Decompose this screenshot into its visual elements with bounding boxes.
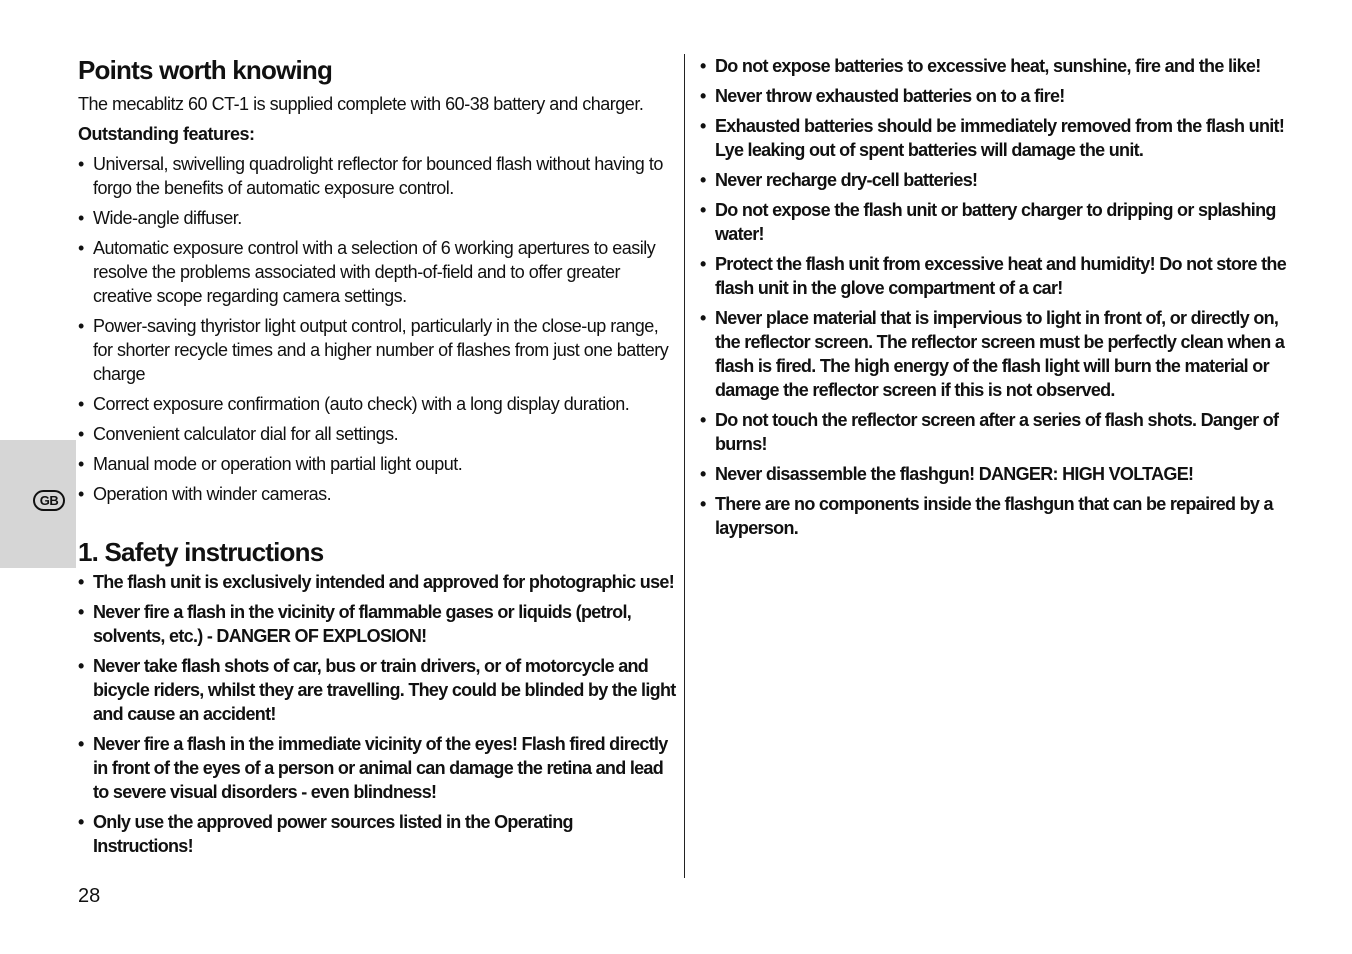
list-item: • Manual mode or operation with partial light ouput. xyxy=(78,452,676,476)
list-item: • Automatic exposure control with a selection of 6 working apertures to easily resolve the problems associated with depth-of-field and to offer greater creative scope regarding camera settings. xyxy=(78,236,676,308)
list-item: • Wide-angle diffuser. xyxy=(78,206,676,230)
points-heading: Points worth knowing xyxy=(78,55,333,85)
list-item: • Do not expose batteries to excessive heat, sunshine, fire and the like! xyxy=(700,54,1300,78)
left-column xyxy=(78,52,676,864)
safety-list-left xyxy=(78,570,676,858)
list-item: • Never place material that is impervious to light in front of, or directly on, the reflector screen. The reflector screen must be perfectly clean when a flash is fired. The high energy of the flash light will burn the material or damage the reflector screen if this is not observed. xyxy=(700,306,1300,402)
features-list xyxy=(78,152,676,506)
list-item: • Universal, swivelling quadrolight reflector for bounced flash without having to forgo the benefits of automatic exposure control. xyxy=(78,152,676,200)
safety-heading: 1. Safety instructions xyxy=(78,537,324,567)
column-divider xyxy=(684,54,685,878)
page-number: 28 xyxy=(78,885,101,907)
list-item: • Never disassemble the flashgun! DANGER: HIGH VOLTAGE! xyxy=(700,462,1300,486)
list-item: • Never throw exhausted batteries on to a fire! xyxy=(700,84,1300,108)
safety-list-right xyxy=(700,54,1300,540)
list-item: • Never take flash shots of car, bus or train drivers, or of motorcycle and bicycle riders, whilst they are travelling. They could be blinded by the light and cause an accident! xyxy=(78,654,676,726)
list-item: • Operation with winder cameras. xyxy=(78,482,676,506)
list-item: • Correct exposure confirmation (auto check) with a long display duration. xyxy=(78,392,676,416)
list-item: • Only use the approved power sources listed in the Operating Instructions! xyxy=(78,810,676,858)
list-item: • Do not expose the flash unit or battery charger to dripping or splashing water! xyxy=(700,198,1300,246)
list-item: • Never fire a flash in the immediate vicinity of the eyes! Flash fired directly in front of the eyes of a person or animal can damage the retina and lead to severe visual disorders - even blindness! xyxy=(78,732,676,804)
list-item: • Exhausted batteries should be immediately removed from the flash unit! Lye leaking out of spent batteries will damage the unit. xyxy=(700,114,1300,162)
list-item: • Never recharge dry-cell batteries! xyxy=(700,168,1300,192)
language-badge: GB xyxy=(33,490,65,511)
list-item: • There are no components inside the flashgun that can be repaired by a layperson. xyxy=(700,492,1300,540)
list-item: • Protect the flash unit from excessive heat and humidity! Do not store the flash unit in the glove compartment of a car! xyxy=(700,252,1300,300)
list-item: • Power-saving thyristor light output control, particularly in the close-up range, for shorter recycle times and a higher number of flashes from just one battery charge xyxy=(78,314,676,386)
list-item: • Do not touch the reflector screen after a series of flash shots. Danger of burns! xyxy=(700,408,1300,456)
list-item: • Convenient calculator dial for all settings. xyxy=(78,422,676,446)
features-heading: Outstanding features: xyxy=(78,124,255,144)
intro-text: The mecablitz 60 CT-1 is supplied complete with 60-38 battery and charger. xyxy=(78,94,644,114)
right-column xyxy=(700,54,1300,546)
list-item: • The flash unit is exclusively intended and approved for photographic use! xyxy=(78,570,676,594)
list-item: • Never fire a flash in the vicinity of flammable gases or liquids (petrol, solvents, etc.) - DANGER OF EXPLOSION! xyxy=(78,600,676,648)
